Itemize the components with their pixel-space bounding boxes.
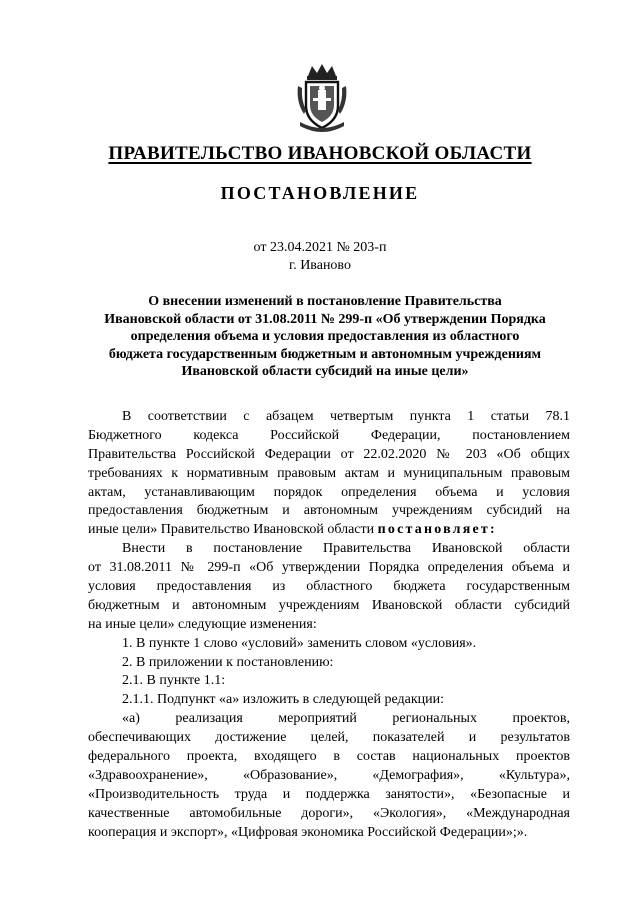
document-heading — [95, 293, 555, 381]
list-item: 2.1.1. Подпункт «а» изложить в следующей редакции: — [122, 692, 445, 708]
document-city: г. Иваново — [289, 258, 351, 273]
body-line — [88, 521, 570, 540]
body-line: требованиях к нормативным правовым актам и муниципальным правовым — [88, 465, 570, 481]
body-line: Внести в постановление Правительства Ивановской области — [122, 541, 570, 557]
document-type: ПОСТАНОВЛЕНИЕ — [220, 183, 420, 203]
body-line: Правительства Российской Федерации от 22.02.2020 № 203 «Об общих — [88, 446, 570, 462]
quote-line: «Производительность труда и поддержка занятости», «Безопасные и — [88, 786, 570, 802]
document-body — [88, 408, 570, 842]
heading-line: бюджета государственным бюджетным и автономным учреждениям — [108, 346, 542, 362]
quote-line: качественные автомобильные дороги», «Экология», «Международная — [88, 805, 570, 821]
list-item: 2. В приложении к постановлению: — [122, 654, 334, 670]
resolves-keyword: постановляет — [377, 522, 490, 538]
body-text-segment: иные цели» Правительство Ивановской области — [88, 522, 378, 538]
body-line: условия предоставления из областного бюджета государственным — [88, 579, 570, 595]
quote-line: «а) реализация мероприятий региональных проектов, — [122, 711, 570, 727]
body-line: бюджетным и автономным учреждениям Ивановской области субсидий — [88, 597, 570, 613]
organization-title: ПРАВИТЕЛЬСТВО ИВАНОВСКОЙ ОБЛАСТИ — [108, 143, 532, 164]
heading-line: Ивановской области субсидий на иные цели» — [181, 364, 469, 379]
list-item: 1. В пункте 1 слово «условий» заменить словом «условия». — [122, 635, 477, 651]
quote-line: федерального проекта, входящего в состав национальных проектов — [88, 749, 570, 765]
body-line: от 31.08.2011 № 299-п «Об утверждении Порядка определения объема и — [88, 560, 570, 576]
document-date-number: от 23.04.2021 № 203-п — [253, 240, 387, 255]
heading-line: О внесении изменений в постановление Правительства — [148, 294, 502, 309]
quote-line: обеспечивающих достижение целей, показателей и результатов — [88, 730, 570, 746]
body-line: предоставления бюджетным и автономным учреждениям субсидий на — [88, 503, 570, 519]
heading-line: Ивановской области от 31.08.2011 № 299-п «Об утверждении Порядка — [104, 311, 546, 327]
quote-line: «Здравоохранение», «Образование», «Демография», «Культура», — [88, 767, 570, 783]
body-line: на иные цели» следующие изменения: — [88, 616, 317, 632]
coat-of-arms-icon — [294, 62, 350, 134]
colon: : — [489, 522, 497, 538]
body-line: В соответствии с абзацем четвертым пункта 1 статьи 78.1 — [122, 409, 570, 424]
body-line: актам, устанавливающим порядок определения объема и условия — [88, 484, 570, 500]
quote-line: кооперация и экспорт», «Цифровая экономика Российской Федерации»;». — [88, 824, 528, 840]
list-item: 2.1. В пункте 1.1: — [122, 673, 226, 689]
body-line: Бюджетного кодекса Российской Федерации, постановлением — [88, 427, 570, 443]
heading-line: определения объема и условия предоставления из областного — [130, 329, 520, 344]
